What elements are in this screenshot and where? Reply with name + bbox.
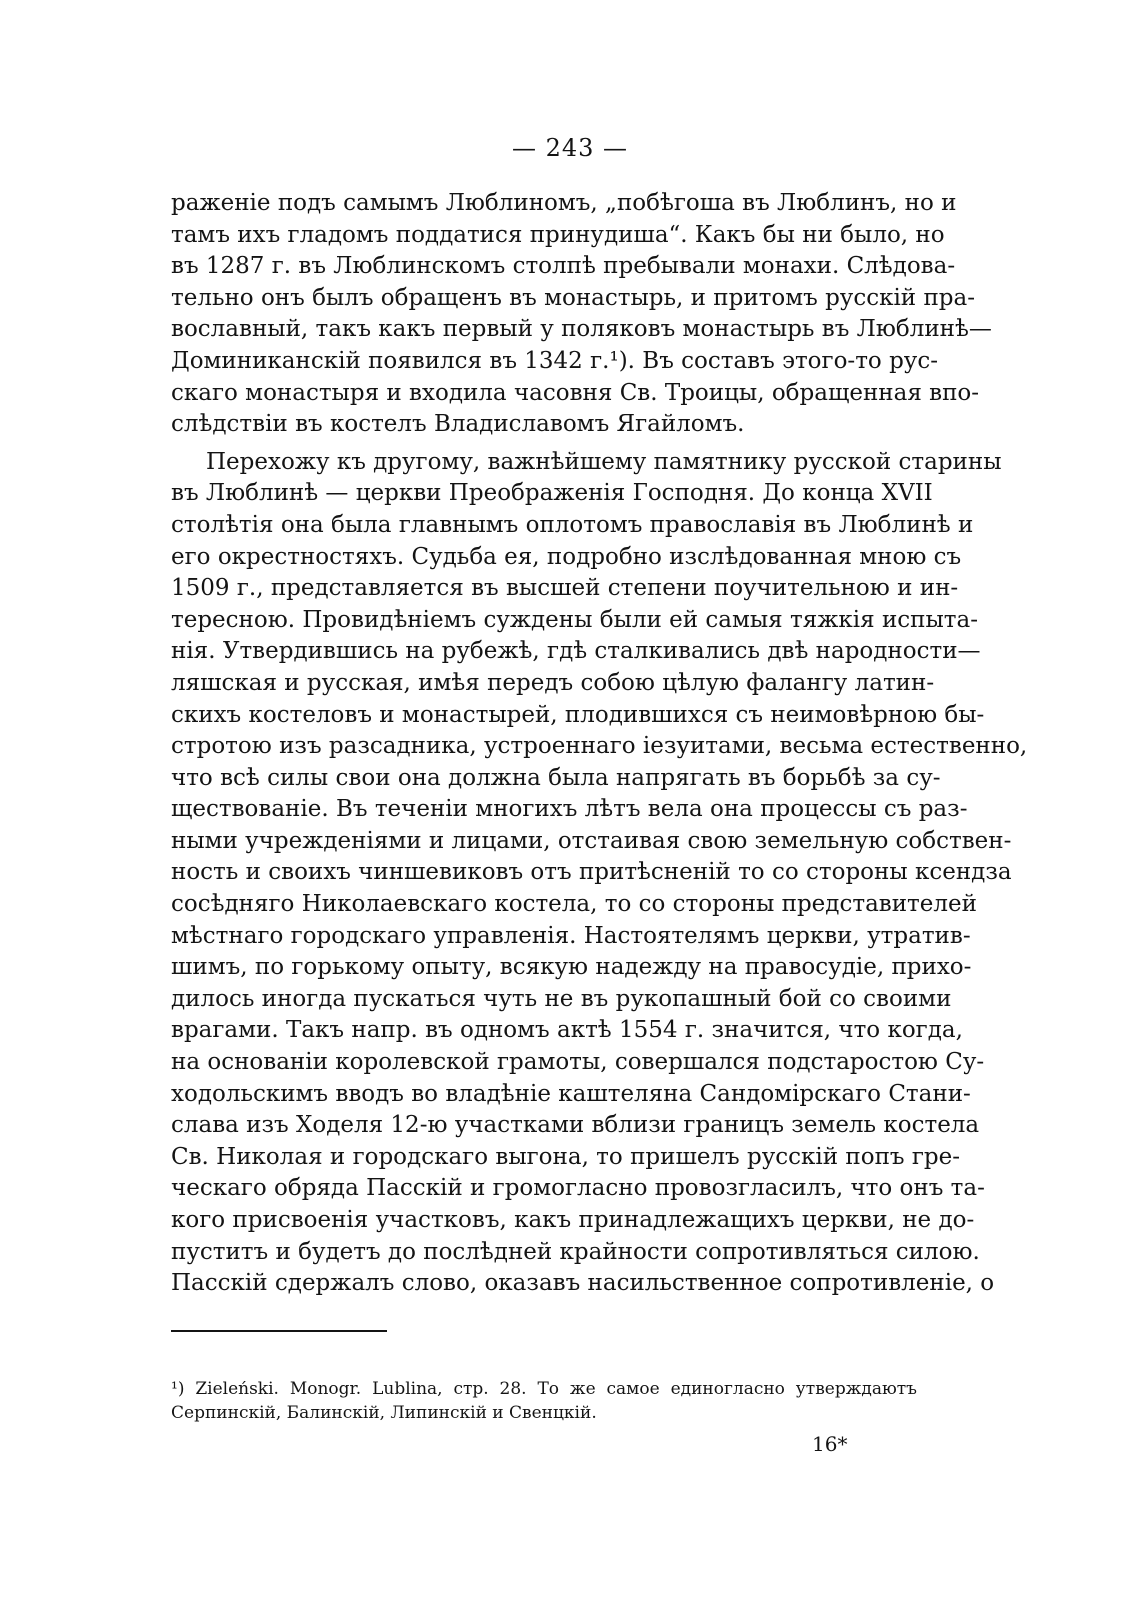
- paragraph-2: [171, 447, 1028, 1300]
- text-line: нія. Утвердившись на рубежѣ, гдѣ сталкивались двѣ народности—: [171, 638, 981, 665]
- text-line: 1509 г., представляется въ высшей степени поучительною и ин-: [171, 575, 959, 602]
- text-line: ществованіе. Въ теченіи многихъ лѣтъ вела она процессы съ раз-: [171, 796, 968, 823]
- text-line: ческаго обряда Пасскій и громогласно провозгласилъ, что онъ та-: [171, 1175, 985, 1202]
- text-line: слѣдствіи въ костелъ Владиславомъ Ягайломъ.: [171, 411, 745, 438]
- text-line: столѣтія она была главнымъ оплотомъ православія въ Люблинѣ и: [171, 511, 974, 538]
- text-line: Перехожу къ другому, важнѣйшему памятнику русской старины: [206, 448, 1002, 475]
- text-line: пуститъ и будетъ до послѣдней крайности сопротивляться силою.: [171, 1238, 980, 1265]
- text-line: въ Люблинѣ — церкви Преображенія Господня. До конца XVII: [171, 480, 933, 507]
- text-line: врагами. Такъ напр. въ одномъ актѣ 1554 г. значится, что когда,: [171, 1017, 963, 1044]
- footnote-divider: [171, 1330, 387, 1332]
- paragraph-1: [171, 188, 992, 441]
- text-line: ность и своихъ чиншевиковъ отъ притѣсненій то со стороны ксендза: [171, 859, 1012, 886]
- text-line: Св. Николая и городскаго выгона, то пришелъ русскій попъ гре-: [171, 1143, 960, 1170]
- text-line: сосѣдняго Николаевскаго костела, то со стороны представителей: [171, 891, 977, 918]
- text-line: стротою изъ разсадника, устроеннаго іезуитами, весьма естественно,: [171, 733, 1028, 760]
- text-line: тересною. Провидѣніемъ суждены были ей самыя тяжкія испыта-: [171, 606, 978, 633]
- text-line: Пасскій сдержалъ слово, оказавъ насильственное сопротивленіе, о: [171, 1270, 995, 1297]
- text-line: тельно онъ былъ обращенъ въ монастырь, и притомъ русскій пра-: [171, 284, 975, 311]
- text-line: слава изъ Ходеля 12-ю участками вблизи границъ земель костела: [171, 1112, 980, 1139]
- text-line: его окрестностяхъ. Судьба ея, подробно изслѣдованная мною съ: [171, 543, 962, 570]
- body-text: [171, 188, 1028, 1300]
- footnotes: [171, 1377, 917, 1425]
- text-line: кого присвоенія участковъ, какъ принадлежащихъ церкви, не до-: [171, 1207, 975, 1233]
- text-line: шимъ, по горькому опыту, всякую надежду на правосудіе, прихо-: [171, 954, 972, 981]
- text-line: тамъ ихъ гладомъ поддатися принудиша“. Какъ бы ни было, но: [171, 221, 945, 248]
- footnote-line: ¹) Zieleński. Monogr. Lublina, стр. 28. То же самое единогласно утверждаютъ: [171, 1379, 917, 1399]
- text-line: Доминиканскій появился въ 1342 г.¹). Въ составъ этого-то рус-: [171, 347, 938, 374]
- text-line: вославный, такъ какъ первый у поляковъ монастырь въ Люблинѣ—: [171, 316, 992, 343]
- text-line: ляшская и русская, имѣя передъ собою цѣлую фалангу латин-: [171, 669, 935, 696]
- signature-mark: 16*: [812, 1432, 848, 1456]
- page-number: — 243 —: [511, 134, 629, 162]
- text-line: скаго монастыря и входила часовня Св. Троицы, обращенная впо-: [171, 379, 980, 406]
- text-line: ными учрежденіями и лицами, отстаивая свою земельную собствен-: [171, 827, 1012, 854]
- text-line: скихъ костеловъ и монастырей, плодившихся съ неимовѣрною бы-: [171, 701, 985, 728]
- text-line: въ 1287 г. въ Люблинскомъ столпѣ пребывали монахи. Слѣдова-: [171, 253, 956, 280]
- text-line: раженіе подъ самымъ Люблиномъ, „побѣгоша въ Люблинъ, но и: [171, 190, 957, 216]
- text-line: мѣстнаго городскаго управленія. Настоятелямъ церкви, утратив-: [171, 922, 971, 949]
- text-line: ходольскимъ вводъ во владѣніе каштеляна Сандомірскаго Стани-: [171, 1080, 971, 1107]
- footnote-line: Серпинскій, Балинскій, Липинскій и Свенцкій.: [171, 1403, 597, 1423]
- text-line: дилось иногда пускаться чуть не въ рукопашный бой со своими: [171, 985, 952, 1012]
- text-line: что всѣ силы свои она должна была напрягать въ борьбѣ за су-: [171, 764, 941, 791]
- text-line: на основаніи королевской грамоты, совершался подстаростою Су-: [171, 1049, 985, 1076]
